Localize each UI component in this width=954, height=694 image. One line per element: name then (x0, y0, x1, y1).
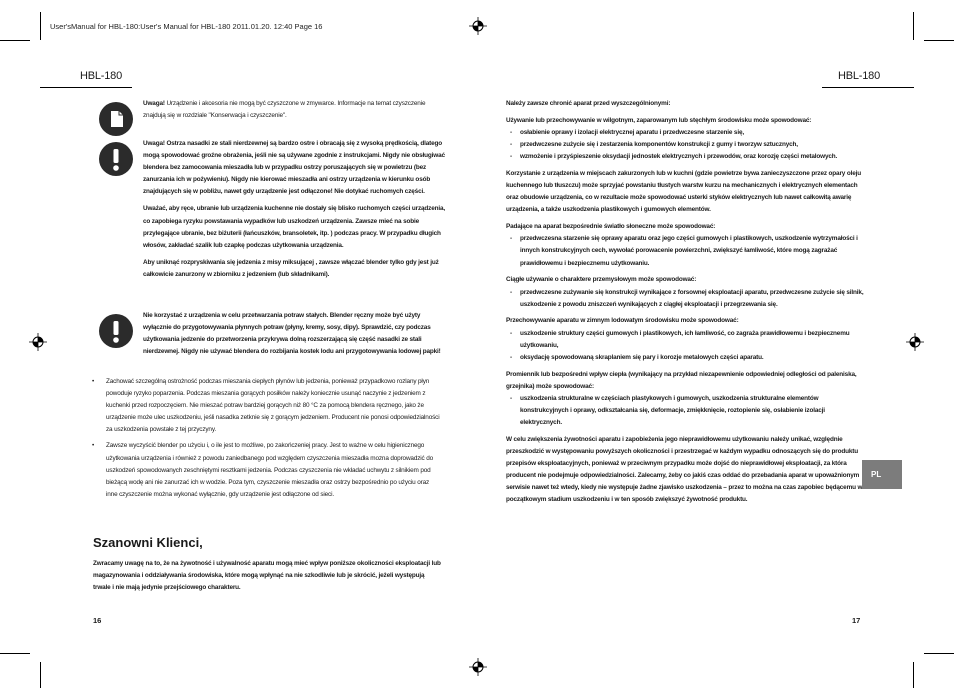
warning-block (97, 138, 449, 286)
warning-paragraph (143, 310, 449, 358)
list-item-text: przedwczesna starzenie się oprawy aparatu oraz jego części gumowych i plastikowych, uszkodzenie wytrzymałości i innych konstrukcyjnych cech, wywołać porowacenie powierzchni, zwiększyć łamliwość, które mogą zagrażać prawidłowemu i bezpiecznemu użytkowaniu. (520, 235, 858, 267)
list-item (506, 287, 864, 311)
dash-icon: - (510, 235, 512, 243)
section-title: Szanowni Klienci, (93, 535, 203, 550)
crop-mark (924, 40, 954, 41)
crop-mark (0, 653, 30, 654)
content-block (506, 168, 864, 216)
dash-icon: - (510, 141, 512, 149)
warning-block (97, 98, 449, 127)
content-block (506, 221, 864, 269)
dash-icon: - (510, 353, 512, 361)
list-item-text: uszkodzenie struktury części gumowych i plastikowych, ich łamliwość, co zagraża prawidłowemu i bezpiecznemu użytkowaniu, (520, 329, 850, 349)
list-item-text: wzmożenie i przyśpieszenie oksydacji jednostek elektrycznych i przewodów, oraz korozję części metalowych. (520, 153, 838, 161)
exclamation-icon (99, 314, 133, 348)
block-heading: Przechowywanie aparatu w zimnym lodowatym środowisku może spowodować: (506, 317, 739, 325)
dash-icon: - (510, 128, 512, 136)
bullet-list (92, 376, 442, 505)
header-rule (40, 87, 132, 88)
crop-mark (40, 12, 41, 40)
warning-paragraph (143, 203, 449, 251)
content-block (506, 434, 864, 507)
header-rule (822, 87, 914, 88)
list-item (506, 139, 864, 151)
warning-text (143, 98, 449, 122)
dash-icon: - (510, 329, 512, 337)
page-number: 17 (852, 616, 861, 625)
warning-segment: Uważać, aby ręce, ubranie lub urządzenia kuchenne nie dostały się blisko ruchomych części urządzenia, co zapobiega ryzyku powstawania wypadków lub uszkodzeń urządzenia. Zawsze mieć na sobie przylegające ubranie, bez biżuterii (łańcuszków, bransoletek, itp. ) podczas pracy. W przypadku długich włosów, zakładać szalik lub czapkę podczas użytkowania urządzenia. (143, 205, 446, 249)
bullet-item (92, 440, 442, 500)
block-heading: Padające na aparat bezpośrednie światło słoneczne może spowodować: (506, 223, 716, 231)
bullet-text: Zawsze wyczyścić blender po użyciu i, o ile jest to możliwe, po zakończeniej pracy. Jest to ważne w celu higienicznego użytkowania urządzenia i również z powodu zaniedbanego pod względem czyszczenia mieszadła mozna doprowadzić do uszkodzeń spowodowanych zeschniętymi resztkami jedzenia. Podczas czyszczenia nie wkładać uchwytu z silnikiem pod bieżącą wodę ani nie zanurzać ich w wodzie. Poza tym, czyszczenie mieszadła oraz ostrzy bezpośrednio po użyciu oraz inne czyszczenie można wykonać wyłącznie, gdy urządzenie jest odłączone od sieci. (106, 442, 434, 498)
content-block (506, 98, 864, 110)
model-name: HBL-180 (80, 70, 123, 82)
warning-segment: Uwaga! Ostrza nasadki ze stali nierdzewnej są bardzo ostre i obracają się z wysoką prędkością, dlatego mogą spowodować groźne obrażenia, jeśli nie są używane zgodnie z instrukcjami. Nigdy nie obsługiwać blendera bez zamocowania mieszadła lub w przypadku ostrzy poruszających się w powietrzu (bez zanurzania ich w pożywieniu). Nigdy nie kierować mieszadła ani ostrzy urządzenia w kierunku osób znajdujących się w pobliżu, nawet gdy urządzenie jest odłączone! Nie dotykać ruchomych części. (143, 140, 445, 196)
page-number: 16 (93, 616, 102, 625)
list-item-text: przedwczesne zużycie się i zestarzenia komponentów konstrukcji z gumy i tworzyw sztucznych, (520, 141, 798, 149)
list-item (506, 233, 864, 269)
block-heading: Promiennik lub bezpośredni wpływ ciepła (wynikający na przykład niezapewnienie odpowiedniej odległości od paleniska, grzejnika) może spowodować: (506, 370, 857, 390)
dash-list (506, 393, 864, 429)
crop-mark (0, 40, 30, 41)
model-name: HBL-180 (838, 70, 881, 82)
list-item (506, 328, 864, 352)
list-item (506, 151, 864, 163)
crop-mark (913, 12, 914, 40)
list-item (506, 393, 864, 429)
crop-mark (913, 662, 914, 688)
bullet-icon: • (92, 442, 95, 450)
list-item (506, 352, 864, 364)
registration-mark-icon (29, 333, 47, 351)
registration-mark-icon (906, 333, 924, 351)
dash-list (506, 233, 864, 269)
list-item-text: przedwczesne zużywanie się konstrukcji wynikające z forsownej eksploatacji aparatu, przedwczesne zużycie się silnik, uszkodzenie z powodu zniszczeń wynikających z ciągłej eksploatacji i przegrzewania się. (520, 288, 864, 308)
right-content (506, 98, 864, 511)
print-slug: User'sManual for HBL-180:User's Manual for HBL-180 2011.01.20. 12:40 Page 16 (50, 22, 323, 31)
crop-mark (40, 662, 41, 688)
content-block (506, 315, 864, 363)
dash-list (506, 328, 864, 364)
warning-text (143, 310, 449, 358)
registration-mark-icon (469, 17, 487, 35)
book-icon (99, 102, 133, 136)
list-item-text: oksydację spowodowaną skraplaniem się pary i korozje metalowych części aparatu. (520, 353, 764, 361)
list-item-text: uszkodzenia strukturalne w częściach plastykowych i gumowych, uszkodzenia strukturalne elementów konstrukcyjnych i oprawy, odkształcania się, deformacje, zmiękknięcie, roztopienie się, osłabienie izolacji elektrycznych. (520, 394, 825, 427)
warning-paragraph (143, 138, 449, 198)
dash-icon: - (510, 153, 512, 161)
section-body: Zwracamy uwagę na to, że na żywotność i używalność aparatu mogą mieć wpływ poniższe okoliczności eksploatacji lub magazynowania i oddziaływania środowiska, które mogą wpłynąć na nie szkodliwie lub je skrócić, jeżeli występują trwale i nie mają jedynie przejściowego charakteru. (93, 560, 441, 592)
language-tab: PL (862, 460, 902, 489)
warning-text (143, 138, 449, 281)
bullet-item (92, 376, 442, 436)
dash-icon: - (510, 394, 512, 402)
content-block (506, 274, 864, 310)
warning-segment: Nie korzystać z urządzenia w celu przetwarzania potraw stałych. Blender ręczny może być użyty wyłącznie do przygotowywania płynnych potraw (płyny, kremy, sosy, dipy). Sprawdzić, czy podczas użytkowania jedzenie do przetworzenia przykrywa dolną rozszerzającą się część nasadki ze stali nierdzewnej. Nigdy nie używać blendera do rozbijania kostek lodu ani przygotowywania lodowej papki! (143, 312, 441, 356)
dash-icon: - (510, 288, 512, 296)
exclamation-icon (99, 142, 133, 176)
warning-segment: Uwaga! (143, 100, 165, 107)
bullet-text: Zachować szczególną ostrożność podczas mieszania ciepłych płynów lub jedzenia, ponieważ przypadkowo rozlany płyn powoduje ryzyko poparzenia. Podczas mieszania gorących posiłków należy koniecznie usunąć naczynie z jedzeniem z kuchenki przed rozpoczęciem. Nie mieszać potraw bardziej gorących niż 80 °C za pomocą blendera ręcznego, jako że urządzenie może ulec uszkodzeniu, jeśli nasadka zetknie się z gorącym jedzeniem. Producent nie ponosi odpowiedzialności za uszkodzenia powstałe z tej przyczyny. (106, 378, 440, 434)
block-heading: Korzystanie z urządzenia w miejscach zakurzonych lub w kuchni (gdzie powietrze bywa zanieczyszczone przez opary oleju kuchennego lub tłuszczu) może sprzyjać powstaniu tłustych warstw kurzu na mechanicznych i elektrycznych elementach oraz obudowie urządzenia, co w rezultacie może spowodować usterki styków elektrycznych lub nawet całkowitą awarię urządzenia, a także uszkodzenia plastikowych i gumowych elementów. (506, 170, 861, 214)
block-heading: Należy zawsze chronić aparat przed wyszczególnionymi: (506, 100, 671, 107)
dash-list (506, 127, 864, 163)
warning-segment: Urządzenie i akcesoria nie mogą być czyszczone w zmywarce. Informacje na temat czyszczenie znajdują się w rozdziale "Konserwacja i czyszczenie". (143, 100, 426, 120)
content-block (506, 369, 864, 429)
block-heading: Używanie lub przechowywanie w wilgotnym, zaparowanym lub stęchłym środowisku może spowodować: (506, 116, 812, 124)
warning-segment: Aby uniknąć rozpryskiwania się jedzenia z misy miksującej , zawsze włączać blender tylko gdy jest już całkowicie zanurzony w zbiorniku z jedzeniem (lub składnikami). (143, 258, 439, 278)
list-item (506, 127, 864, 139)
list-item-text: osłabienie oprawy i izolacji elektrycznej aparatu i przedwczesne starzenie się, (520, 128, 744, 136)
dash-list (506, 287, 864, 311)
block-heading: Ciągłe używanie o charaktere przemysłowym może spowodować: (506, 276, 697, 284)
bullet-icon: • (92, 378, 95, 385)
block-heading: W celu zwiększenia żywotności aparatu i zapobieżenia jego nieprawidłowemu użytkowaniu należy unikać, względnie przeszkodzić w występowaniu powyższych okoliczności i przestrzegać w każdym wypadku odnoszących się do produktu przepisów eksploatacyjnych, ponieważ w przeciwnym przypadku może dojść do nieprawidłowej eksploatacji, za która producent nie podejmuje odpowiedzialności. Zalecamy, żeby co jakiś czas oddać do przebadania aparat w upoważnionym serwisie nawet też wtedy, kiedy nie występuje żadne zjawisko uszkodzenia – przez to można na czas zapobiec będącemu w początkowym stadium uszkodzeniu i w ten sposób zwiększyć żywotność produktu. (506, 435, 863, 504)
registration-mark-icon (469, 658, 487, 676)
warning-paragraph (143, 98, 449, 122)
crop-mark (924, 653, 954, 654)
content-block (506, 115, 864, 163)
warning-block (97, 310, 449, 363)
warning-paragraph (143, 257, 449, 281)
